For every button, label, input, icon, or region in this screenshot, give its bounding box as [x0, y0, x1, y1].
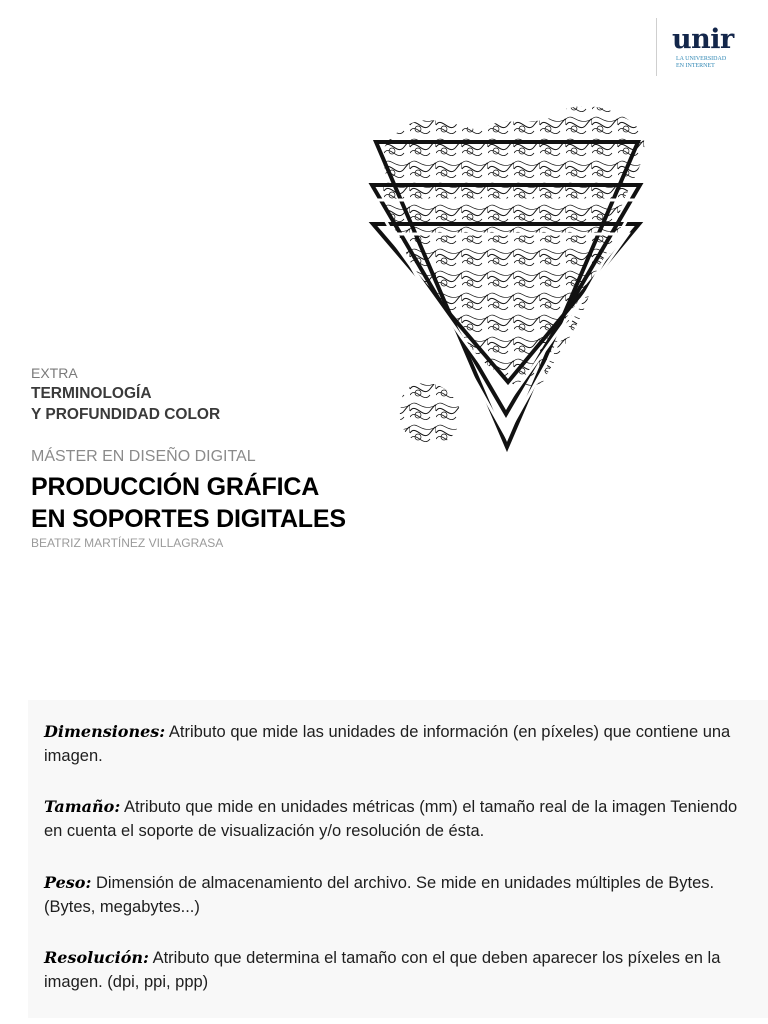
- definition-peso: [44, 871, 760, 919]
- definition-term: Peso:: [44, 873, 92, 892]
- definition-text: Atributo que mide en unidades métricas (mm) el tamaño real de la imagen Teniendo en cuenta el soporte de visualización y/o resolución de ésta.: [44, 798, 738, 840]
- definition-text: Atributo que mide las unidades de información (en píxeles) que contiene una imagen.: [44, 723, 731, 765]
- author-name: BEATRIZ MARTÍNEZ VILLAGRASA: [31, 536, 224, 550]
- definition-resolucion: [44, 946, 760, 994]
- document-title-line1: TERMINOLOGÍA: [31, 385, 152, 402]
- document-title: [31, 383, 220, 425]
- definition-text: Dimensión de almacenamiento del archivo. Se mide en unidades múltiples de Bytes. (Bytes, megabytes...): [44, 874, 715, 916]
- extra-label: EXTRA: [31, 365, 78, 381]
- definition-tamano: [44, 795, 760, 843]
- course-title-line1: PRODUCCIÓN GRÁFICA: [31, 473, 320, 501]
- definition-term: Dimensiones:: [44, 722, 166, 741]
- logo-divider: [656, 18, 657, 76]
- definition-term: Resolución:: [44, 948, 149, 967]
- definition-text: Atributo que determina el tamaño con el que deben aparecer los píxeles en la imagen. (dpi, ppi, ppp): [44, 949, 721, 991]
- logo-tagline-line2: EN INTERNET: [676, 63, 715, 69]
- document-title-line2: Y PROFUNDIDAD COLOR: [31, 406, 221, 423]
- course-title-line2: EN SOPORTES DIGITALES: [31, 505, 346, 533]
- cover-illustration: [358, 92, 658, 472]
- definition-dimensiones: [44, 720, 760, 768]
- definition-term: Tamaño:: [44, 797, 121, 816]
- logo-tagline-line1: LA UNIVERSIDAD: [676, 56, 727, 62]
- course-title: [31, 471, 346, 535]
- definitions-panel: [28, 700, 768, 1018]
- master-label: MÁSTER EN DISEÑO DIGITAL: [31, 448, 256, 465]
- logo-tagline: [676, 56, 766, 70]
- logo-wordmark: unir: [672, 24, 734, 55]
